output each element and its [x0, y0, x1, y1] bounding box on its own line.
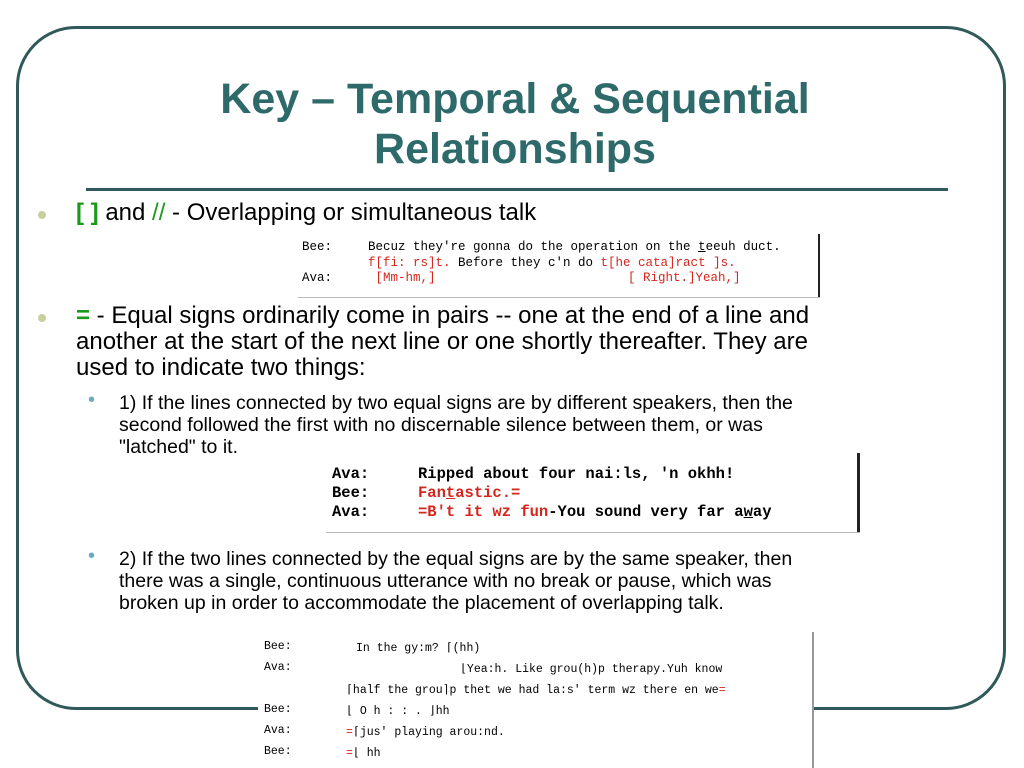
title-line-1: Key – Temporal & Sequential [220, 75, 810, 123]
transcript-example-1: Bee: Becuz they're gonna do the operation on the teeuh duct. f[fi: rs]t. Before they c'n do t[he cata]ract ]s. Ava: [Mm-hm,] [ Right.]Yeah,] [298, 234, 820, 298]
transcript-3-row-4: Bee: ⌊ O h : : . ⌋hh [264, 703, 450, 718]
transcript-3-row-1: Bee: In the gy:m? ⌈(hh) [264, 640, 481, 655]
title-divider [86, 188, 948, 191]
transcript-2-row-2: Bee: Fantastic.= [332, 484, 521, 502]
transcript-3-row-5: Ava: =⌈jus' playing arou:nd. [264, 724, 505, 739]
bullet-1-desc: - Overlapping or simultaneous talk [165, 199, 537, 226]
transcript-2-row-3: Ava: =B't it wz fun-You sound very far away [332, 503, 772, 521]
transcript-example-2 [326, 453, 860, 533]
sub-bullet-dot-2: • [88, 545, 96, 567]
sub-bullet-dot-1: • [88, 389, 96, 411]
and-word: and [105, 199, 146, 226]
transcript-3-row-2: Ava: ⌊Yea:h. Like grou(h)p therapy.Yuh know [264, 661, 723, 676]
transcript-example-3: Bee: In the gy:m? ⌈(hh) Ava: ⌊Yea:h. Like grou(h)p therapy.Yuh know ⌈half the grou⌉p thet we had la:s' term wz there en we= Bee: ⌊ O h : : . ⌋hh Ava: =⌈jus' playing arou:nd. Bee: =⌊ hh [258, 632, 814, 768]
bracket-symbol: [ ] [76, 199, 99, 226]
bullet-dot-2 [38, 314, 46, 322]
bullet-dot-1 [38, 211, 46, 219]
bullet-2-text: = - Equal signs ordinarily come in pairs -- one at the end of a line and another at the start of the next line or one shortly thereafter. They are used to indicate two things: [76, 302, 810, 381]
transcript-2-row-1: Ava: Ripped about four nai:ls, 'n okhh! [332, 465, 735, 483]
transcript-1-row-1: Bee: Becuz they're gonna do the operation on the teeuh duct. [302, 240, 781, 254]
title-line-2: Relationships [374, 125, 656, 173]
slash-symbol: // [152, 199, 166, 226]
transcript-3-row-6: Bee: =⌊ hh [264, 745, 381, 760]
transcript-1-row-3: Ava: [Mm-hm,] [ Right.]Yeah,] [302, 271, 741, 285]
bullet-1-text [76, 200, 536, 226]
sub-bullet-2-text: 2) If the two lines connected by the equal signs are by the same speaker, then there was a single, continuous utterance with no break or pause, which was broken up in order to accommodate the placement of overlapping talk. [119, 548, 793, 614]
slide-title [90, 74, 940, 174]
equal-symbol: = [76, 302, 91, 329]
sub-bullet-1-text: 1) If the lines connected by two equal signs are by different speakers, then the second followed the first with no discernable silence between them, or was "latched" to it. [119, 392, 793, 458]
